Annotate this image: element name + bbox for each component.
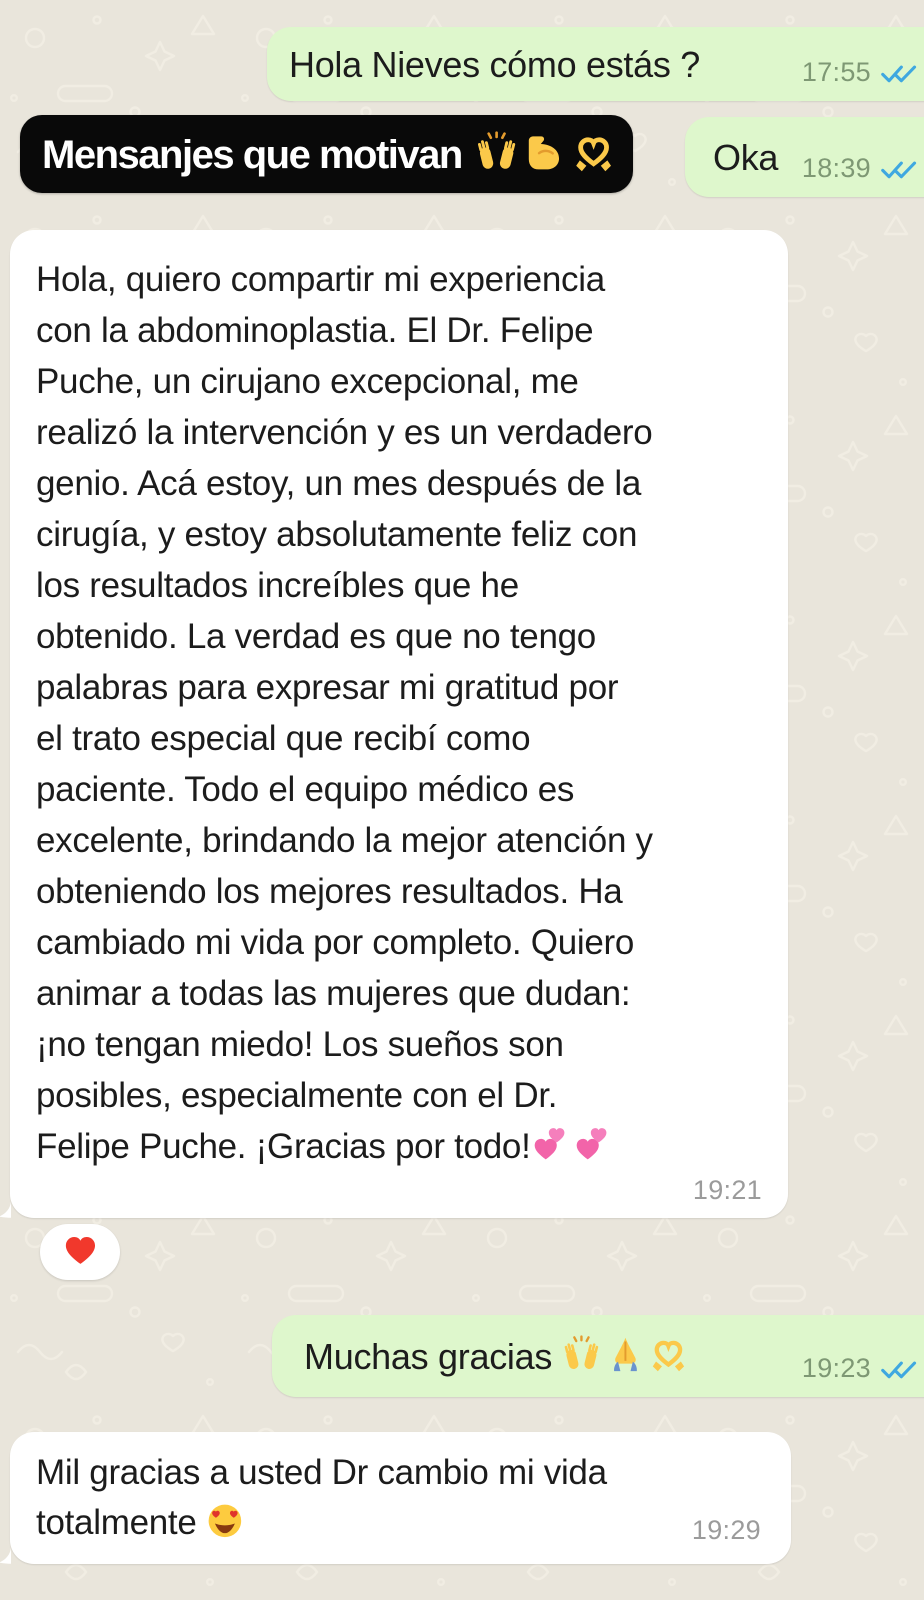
message-text: Hola Nieves cómo estás ? xyxy=(289,43,700,85)
heart-eyes-emoji xyxy=(206,1502,244,1540)
timestamp: 18:39 xyxy=(801,153,871,183)
timestamp: 17:55 xyxy=(801,57,871,87)
timestamp: 19:29 xyxy=(691,1515,761,1545)
message-text: Hola, quiero compartir mi experiencia con la abdominoplastia. El Dr. Felipe Puche, un cirujano excepcional, me realizó la intervención y es un verdadero genio. Acá estoy, un mes después de la cirugía, y estoy absolutamente feliz con los resultados increíbles que he obtenido. La verdad es que no tengo palabras para expresar mi gratitud por el trato especial que recibí como paciente. Todo el equipo médico es excelente, brindando la mejor atención y obteniendo los mejores resultados. Ha cambiado mi vida por completo. Quiero animar a todas las mujeres que dudan: ¡no tengan miedo! Los sueños son posibles, especialmente con el Dr. Felipe Puche. ¡Gracias por todo! xyxy=(36,260,653,1166)
message-text: Oka xyxy=(713,136,779,178)
folded-hands-emoji xyxy=(606,1335,645,1374)
two-hearts-emoji xyxy=(573,1126,611,1164)
message-bubble-outgoing[interactable] xyxy=(267,27,924,101)
message-meta xyxy=(36,1174,764,1206)
message-bubble-outgoing[interactable] xyxy=(685,117,924,197)
reaction-emoji xyxy=(61,1231,100,1273)
heart-hands-emoji xyxy=(649,1335,688,1374)
timestamp: 19:23 xyxy=(801,1353,871,1383)
read-receipt-double-check-icon xyxy=(880,157,920,181)
raising-hands-emoji xyxy=(475,131,518,174)
message-meta xyxy=(802,57,920,88)
flexed-biceps-emoji xyxy=(524,131,567,174)
message-text: Mil gracias a usted Dr cambio mi vida totalmente xyxy=(36,1453,607,1542)
message-bubble-incoming[interactable] xyxy=(10,230,788,1218)
raising-hands-emoji xyxy=(562,1335,601,1374)
bubble-tail xyxy=(0,1198,11,1218)
message-meta xyxy=(802,1353,920,1384)
bubble-tail xyxy=(0,1544,11,1564)
banner-text: Mensanjes que motivan xyxy=(42,131,615,178)
message-text: Muchas gracias xyxy=(304,1334,688,1379)
reaction-bubble[interactable] xyxy=(40,1224,120,1280)
read-receipt-double-check-icon xyxy=(880,1357,920,1381)
timestamp: 19:21 xyxy=(692,1175,762,1205)
read-receipt-double-check-icon xyxy=(880,61,920,85)
two-hearts-emoji xyxy=(531,1126,569,1164)
red-heart-emoji xyxy=(61,1231,100,1270)
heart-hands-emoji xyxy=(572,131,615,174)
message-meta xyxy=(802,153,920,184)
banner-message[interactable] xyxy=(20,115,633,193)
message-bubble-incoming[interactable] xyxy=(10,1432,791,1564)
message-bubble-outgoing[interactable] xyxy=(272,1315,924,1397)
